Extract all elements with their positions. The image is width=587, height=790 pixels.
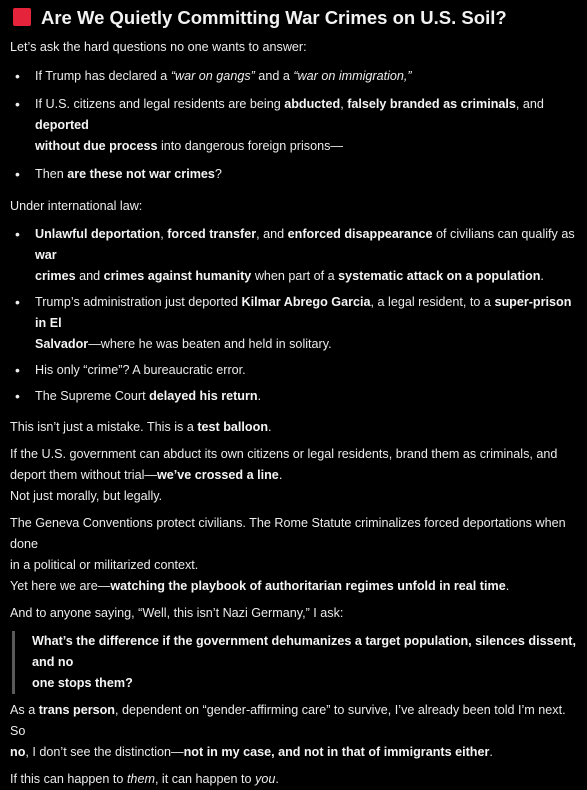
text: , dependent on “gender-affirming care” to survive, I’ve already been told I’m next. So — [10, 703, 566, 738]
list-item — [10, 386, 577, 407]
text: deport them without trial— — [10, 468, 157, 482]
text: , and — [515, 97, 544, 111]
text: ? — [214, 167, 222, 181]
text: Trump’s administration just deported — [35, 295, 242, 309]
anyone-paragraph: And to anyone saying, “Well, this isn’t Nazi Germany,” I ask: — [10, 606, 344, 620]
text: . — [505, 579, 510, 593]
bold-text: Unlawful deportation — [35, 227, 161, 241]
bold-text: deported — [35, 118, 89, 132]
page-title: Are We Quietly Committing War Crimes on U.S. Soil? — [41, 6, 507, 28]
bold-text: watching the playbook of authoritarian regimes unfold in real time — [110, 579, 506, 593]
text: The Geneva Conventions protect civilians. The Rome Statute criminalizes forced deportations when done — [10, 516, 566, 551]
abduct-paragraph — [10, 444, 577, 507]
text: , — [160, 227, 168, 241]
quote-line: What’s the difference if the government dehumanizes a target population, silences dissent, and no — [32, 634, 576, 669]
text: —where he was beaten and held in solitary. — [88, 337, 332, 351]
emphasis: them — [126, 772, 155, 786]
text: If this can happen to — [10, 772, 127, 786]
bold-text: Salvador — [35, 337, 89, 351]
text: , a legal resident, to a — [370, 295, 495, 309]
title-row — [10, 0, 577, 34]
bold-text: super-prison in El — [35, 295, 572, 330]
text: . — [540, 269, 544, 283]
emphasis: “war on gangs” — [170, 69, 255, 83]
red-square-icon — [13, 8, 31, 26]
list-item — [10, 292, 577, 355]
bold-text: not in my case, and not in that of immigrants either — [183, 745, 490, 759]
text: in a political or militarized context. — [10, 558, 199, 572]
text: , — [340, 97, 348, 111]
bold-text: test balloon — [197, 420, 269, 434]
bold-text: Kilmar Abrego Garcia — [241, 295, 371, 309]
text: His only “crime”? A bureaucratic error. — [35, 363, 246, 377]
list-item — [10, 66, 577, 87]
quote-line: one stops them? — [32, 676, 133, 690]
text: , and — [256, 227, 288, 241]
bold-text: abducted — [284, 97, 341, 111]
text: If Trump has declared a — [35, 69, 171, 83]
intro-paragraph: Let’s ask the hard questions no one wants to answer: — [10, 40, 307, 54]
blockquote — [12, 631, 577, 694]
bold-text: are these not war crimes — [67, 167, 215, 181]
final-paragraph — [10, 769, 577, 790]
text: of civilians can qualify as — [432, 227, 575, 241]
text: The Supreme Court — [35, 389, 150, 403]
bold-text: crimes against humanity — [103, 269, 252, 283]
text: , it can happen to — [154, 772, 256, 786]
text: when part of a — [251, 269, 339, 283]
text: . — [257, 389, 262, 403]
bold-text: systematic attack on a population — [338, 269, 541, 283]
trans-paragraph — [10, 700, 577, 763]
bold-text: falsely branded as criminals — [347, 97, 516, 111]
bold-text: no — [10, 745, 26, 759]
list-item — [10, 164, 577, 185]
text: . — [489, 745, 493, 759]
text: Not just morally, but legally. — [10, 489, 163, 503]
text: This isn’t just a mistake. This is a — [10, 420, 198, 434]
text: Then — [35, 167, 68, 181]
bold-text: we’ve crossed a line — [157, 468, 279, 482]
text: and a — [254, 69, 294, 83]
text: , I don’t see the distinction— — [25, 745, 184, 759]
list-item — [10, 224, 577, 287]
text: Yet here we are— — [10, 579, 111, 593]
bold-text: trans person — [38, 703, 115, 717]
bold-text: without due process — [35, 139, 158, 153]
bold-text: enforced disappearance — [287, 227, 433, 241]
geneva-paragraph — [10, 513, 577, 597]
text: . — [278, 468, 283, 482]
text: . — [275, 772, 279, 786]
test-balloon-paragraph — [10, 417, 577, 438]
bold-text: war — [35, 248, 57, 262]
text: . — [268, 420, 272, 434]
text: and — [75, 269, 104, 283]
text: As a — [10, 703, 39, 717]
under-law-paragraph: Under international law: — [10, 199, 143, 213]
law-list — [10, 224, 577, 407]
emphasis: “war on immigration,” — [293, 69, 412, 83]
list-item — [10, 360, 577, 381]
text: If the U.S. government can abduct its own citizens or legal residents, brand them as criminals, and — [10, 447, 558, 461]
text: If U.S. citizens and legal residents are being — [35, 97, 285, 111]
emphasis: you — [255, 772, 276, 786]
bold-text: crimes — [35, 269, 76, 283]
bold-text: delayed his return — [149, 389, 258, 403]
text: into dangerous foreign prisons— — [157, 139, 343, 153]
questions-list — [10, 66, 577, 185]
bold-text: forced transfer — [167, 227, 257, 241]
list-item — [10, 94, 577, 157]
